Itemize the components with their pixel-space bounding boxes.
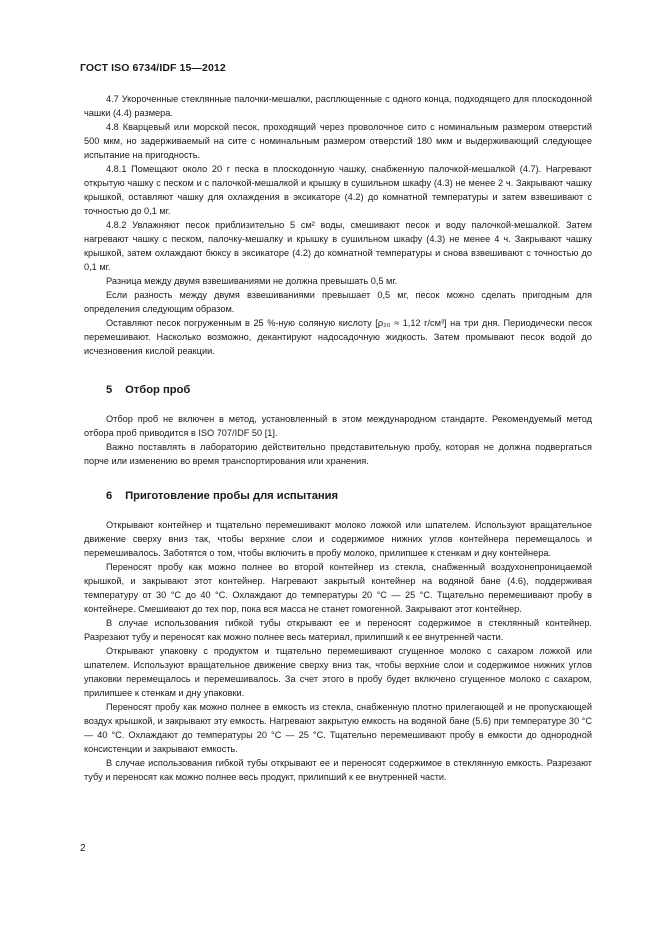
section-6-title: Приготовление пробы для испытания — [125, 490, 339, 502]
clause-4-8-2: 4.8.2 Увлажняют песок приблизительно 5 см² воды, смешивают песок и воду палочкой-мешалкой. Затем нагревают чашку с песком, палочку-мешалку и крышку в сушильном шкафу (4.3) не менее 4 ч. Закрывают чашку крышкой, затем охлаждают бюксу в эксикаторе (4.2) до комнатной температуры и снова взвешивают с точностью до 0,1 мг. — [84, 220, 592, 272]
page-number: 2 — [80, 843, 86, 854]
section-5-heading — [84, 383, 592, 397]
document-body — [84, 92, 592, 784]
clause-4-8-1: 4.8.1 Помещают около 20 г песка в плоскодонную чашку, снабженную палочкой-мешалкой (4.7). Нагревают открытую чашку с песком и с палочкой-мешалкой и крышку в сушильном шкафу (4.3) не менее 2 ч. Закрывают чашку крышкой, оставляют чашку для охлаждения в эксикаторе (4.2) до комнатной температуры и затем взвешивают с точностью до 0,1 мг. — [84, 164, 592, 216]
section-6-paragraph: Переносят пробу как можно полнее в емкость из стекла, снабженную плотно прилегающей и не пропускающей воздух крышкой, и закрывают эту емкость. Нагревают закрытую емкость на водяной бане (5.6) при температуре 30 °С — 40 °С. Охлаждают до температуры 20 °С — 25 °С. Тщательно перемешивают пробу в емкости до однородной консистенции и закрывают емкость. — [84, 702, 592, 754]
section-6-paragraph: В случае использования гибкой тубы открывают ее и переносят содержимое в стеклянную емкость. Разрезают тубу и переносят как можно полнее весь продукт, прилипший к ее внутренней части. — [84, 758, 592, 782]
section-5-paragraph: Отбор проб не включен в метод, установленный в этом международном стандарте. Рекомендуемый метод отбора проб приводится в ISO 707/IDF 50 [1]. — [84, 414, 592, 438]
section-6-paragraph: Открывают контейнер и тщательно перемешивают молоко ложкой или шпателем. Используют вращательное движение сверху вниз так, чтобы верхние слои и содержимое нижних углов контейнера перемещалось и перемешивалось. Заботятся о том, чтобы включить в пробу молоко, прилипшее к стенкам и дну контейнера. — [84, 520, 592, 558]
section-5-number: 5 — [106, 384, 113, 396]
section-5-title: Отбор проб — [125, 384, 191, 396]
clause-4-7: 4.7 Укороченные стеклянные палочки-мешалки, расплющенные с одного конца, подходящего для плоскодонной чашки (4.4) размера. — [84, 94, 592, 118]
weighing-difference-note: Разница между двумя взвешиваниями не должна превышать 0,5 мг. — [106, 276, 398, 286]
weighing-exceed-note: Если разность между двумя взвешиваниями превышает 0,5 мг, песок можно сделать пригодным для определения следующим образом. — [84, 290, 592, 314]
section-6-paragraph: Открывают упаковку с продуктом и тщательно перемешивают сгущенное молоко с сахаром ложкой или шпателем. Используют вращательное движение сверху вниз так, чтобы верхние слои и содержимое нижних углов упаковки перемещалось и перемешивалось. За счет этого в пробу будет включено сгущенное молоко с сахаром, прилипшее к стенкам и дну упаковки. — [84, 646, 592, 698]
section-6-heading — [84, 489, 592, 503]
document-header: ГОСТ ISO 6734/IDF 15—2012 — [80, 62, 226, 74]
section-5-paragraph: Важно поставлять в лабораторию действительно представительную пробу, которая не должна подвергаться порче или изменению во время транспортирования или хранения. — [84, 442, 592, 466]
acid-treatment-paragraph: Оставляют песок погруженным в 25 %-ную соляную кислоту [ρ₂₀ ≈ 1,12 г/см³] на три дня. Периодически песок перемешивают. Насколько возможно, декантируют надосадочную жидкость. Затем промывают песок водой до исчезновения кислой реакции. — [84, 318, 592, 356]
section-6-number: 6 — [106, 490, 113, 502]
clause-4-8: 4.8 Кварцевый или морской песок, проходящий через проволочное сито с номинальным размером отверстий 500 мкм, но задерживаемый на сите с номинальным размером отверстий 180 мкм и выдерживающий следующее испытание на пригодность. — [84, 122, 592, 160]
section-6-paragraph: Переносят пробу как можно полнее во второй контейнер из стекла, снабженный воздухонепроницаемой крышкой, и закрывают этот контейнер. Нагревают закрытый контейнер на водяной бане (4.6), поддерживая температуру от 30 °С до 40 °С. Охлаждают до температуры 20 °С — 25 °С. Тщательно перемешивают пробу в контейнере. Смешивают до тех пор, пока вся масса не станет гомогенной. Закрывают этот контейнер. — [84, 562, 592, 614]
section-6-paragraph: В случае использования гибкой тубы открывают ее и переносят содержимое в стеклянный контейнер. Разрезают тубу и переносят как можно полнее весь материал, прилипший к ее внутренней части. — [84, 618, 592, 642]
